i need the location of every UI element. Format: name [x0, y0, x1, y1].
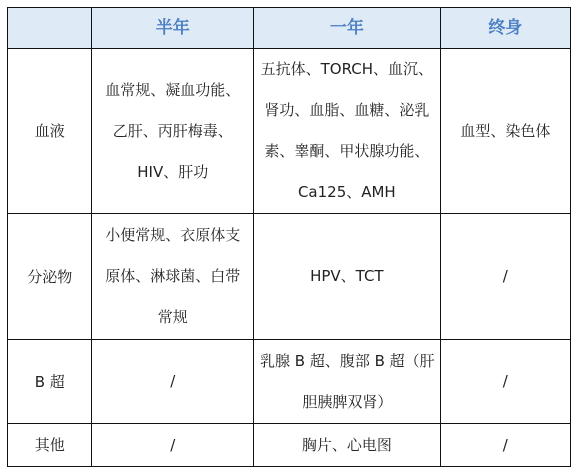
table-row-other	[8, 424, 571, 467]
category-cell: 分泌物	[8, 214, 92, 340]
cell-line: 胸片、心电图	[301, 435, 392, 454]
cell-line: 胆胰脾双肾）	[302, 392, 393, 411]
cell-line: /	[170, 372, 176, 390]
cell-line: /	[502, 435, 508, 454]
half-year-cell	[92, 424, 254, 467]
header-one-year: 一年	[254, 8, 441, 49]
one-year-cell	[254, 49, 441, 214]
cell-line: HIV、肝功	[137, 162, 209, 181]
cell-line: Ca125、AMH	[297, 183, 396, 201]
cell-line: 乙肝、丙肝梅毒、	[112, 121, 233, 140]
half-year-cell	[92, 49, 254, 214]
table-row-blood	[8, 49, 571, 214]
cell-line: 血常规、凝血功能、	[105, 80, 241, 99]
one-year-cell	[254, 214, 441, 340]
header-blank-cell	[8, 8, 92, 49]
header-lifetime: 终身	[440, 8, 570, 49]
cell-line: 血型、染色体	[460, 121, 551, 140]
cell-line: 常规	[157, 308, 188, 326]
table-header-row	[8, 8, 571, 49]
exam-schedule-table	[7, 7, 571, 467]
cell-line: 素、睾酮、甲状腺功能、	[264, 142, 430, 160]
cell-line: /	[170, 435, 176, 454]
cell-line: 原体、淋球菌、白带	[105, 267, 241, 285]
cell-line: 乳腺 B 超、腹部 B 超（肝	[260, 351, 435, 370]
category-cell: 其他	[8, 424, 92, 467]
half-year-cell	[92, 340, 254, 424]
exam-table-container	[7, 7, 571, 467]
header-half-year: 半年	[92, 8, 254, 49]
table-row-secretion	[8, 214, 571, 340]
cell-line: 肾功、血脂、血糖、泌乳	[264, 101, 430, 119]
cell-line: 小便常规、衣原体支	[105, 226, 241, 244]
category-cell: B 超	[8, 340, 92, 424]
lifetime-cell	[440, 340, 570, 424]
cell-line: HPV、TCT	[310, 267, 384, 285]
cell-line: /	[502, 267, 508, 285]
lifetime-cell	[440, 214, 570, 340]
cell-line: /	[502, 372, 508, 390]
category-cell: 血液	[8, 49, 92, 214]
half-year-cell	[92, 214, 254, 340]
lifetime-cell	[440, 49, 570, 214]
one-year-cell	[254, 340, 441, 424]
table-row-ultrasound	[8, 340, 571, 424]
one-year-cell	[254, 424, 441, 467]
cell-line: 五抗体、TORCH、血沉、	[260, 60, 434, 78]
lifetime-cell	[440, 424, 570, 467]
